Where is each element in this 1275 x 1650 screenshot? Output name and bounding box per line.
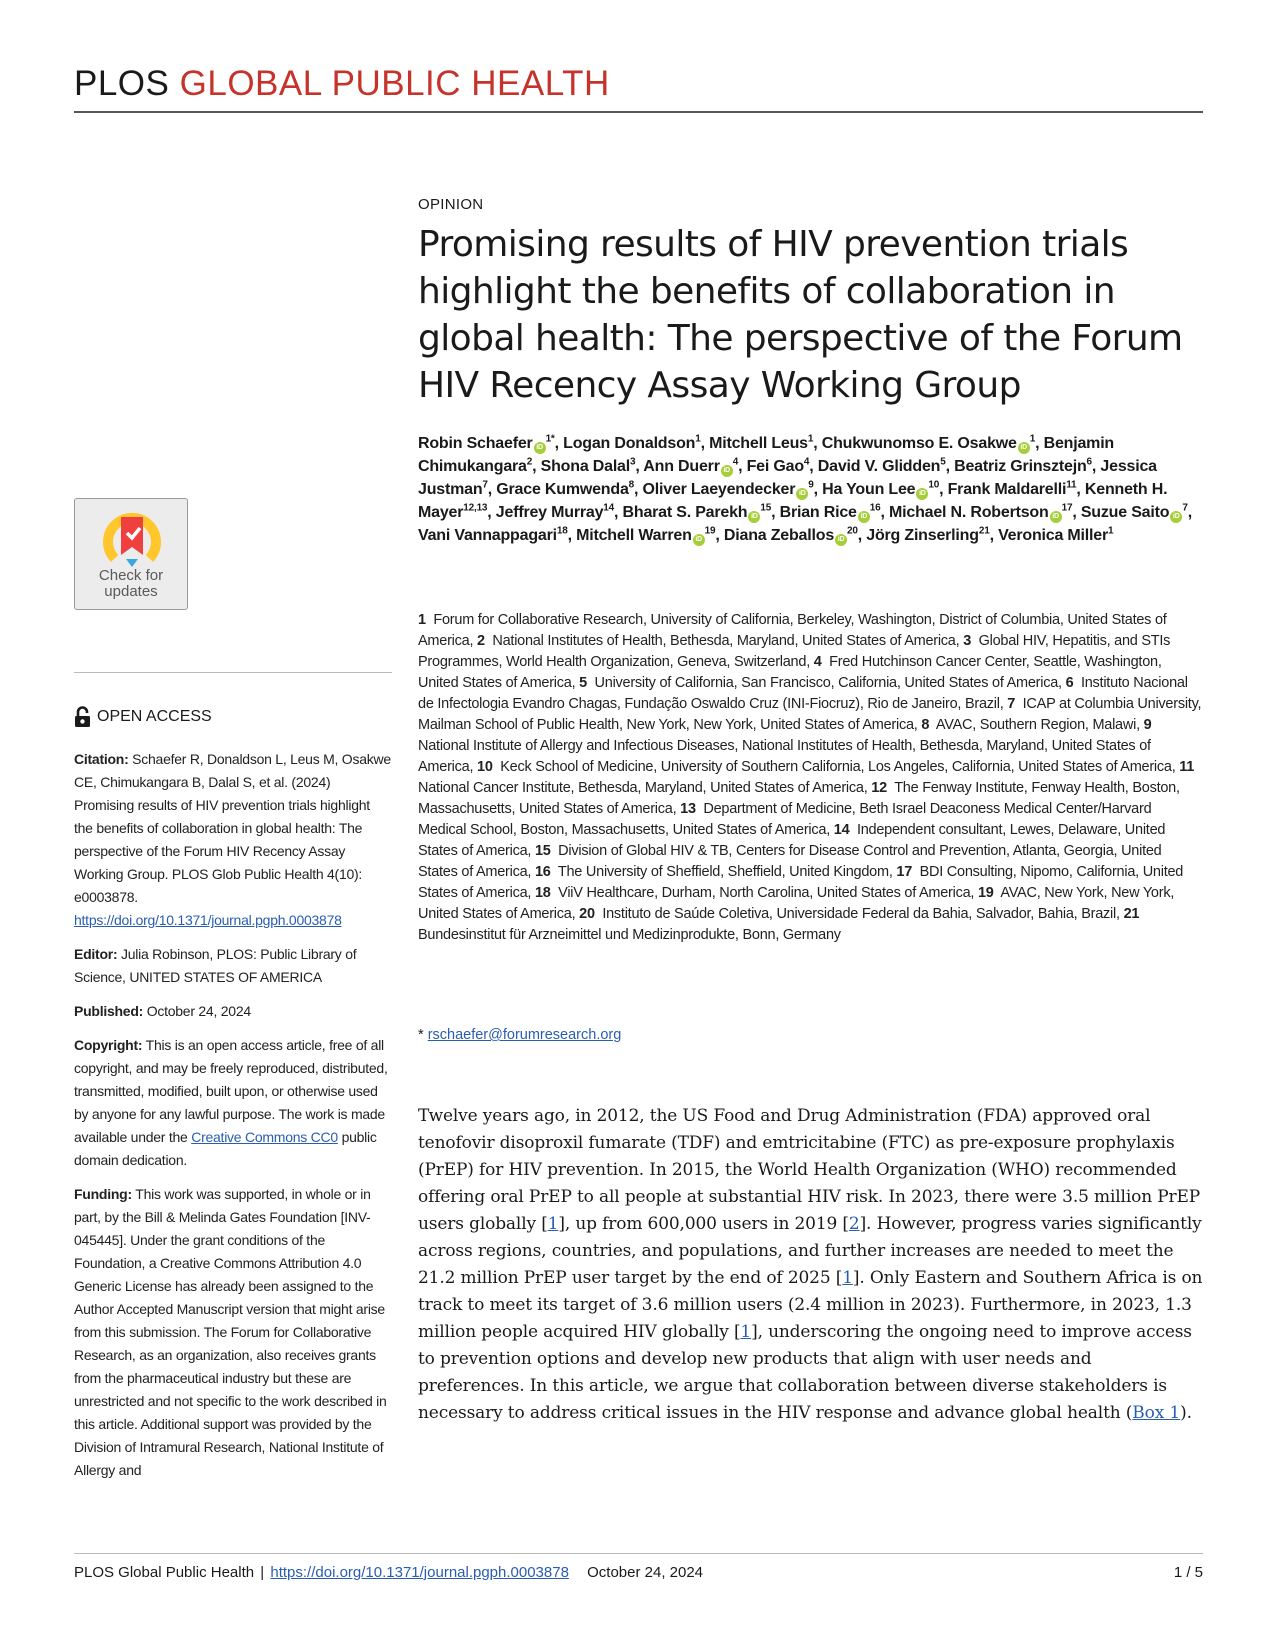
affiliation-number: 14 (833, 822, 850, 838)
author-affiliation-marker: 1 (807, 433, 814, 445)
author-affiliation-marker: 4 (803, 456, 810, 468)
author-affiliation-marker: 14 (603, 502, 615, 514)
orcid-icon[interactable]: iD (534, 442, 546, 454)
author-affiliation-marker: 1 (695, 433, 701, 445)
box-1-link[interactable]: Box 1 (1132, 1403, 1181, 1423)
affiliation-number: 5 (579, 675, 587, 691)
editor-text: Julia Robinson, PLOS: Public Library of Science, UNITED STATES OF AMERICA (74, 946, 357, 985)
author-name: Jeffrey Murray (495, 504, 604, 521)
affiliation-text: Instituto Nacional de Infectologia Evandro Chagas, Fundação Oswaldo Cruz (INI-Fiocruz), Rio de Janeiro, Brazil (418, 675, 1188, 712)
affiliation-number: 8 (921, 717, 930, 733)
author-name: Mitchell Warren (576, 527, 692, 544)
affiliation-number: 7 (1007, 696, 1016, 712)
published-label: Published: (74, 1003, 144, 1019)
author-affiliation-marker: 1 (1029, 433, 1036, 445)
footer-date: October 24, 2024 (587, 1564, 704, 1581)
open-access-label: OPEN ACCESS (97, 708, 212, 725)
author-name: Frank Maldarelli (947, 481, 1067, 498)
author-affiliation-marker: 9 (808, 479, 814, 491)
author-affiliation-marker: 15 (760, 502, 772, 514)
editor-block (74, 943, 392, 989)
affiliation-text: Keck School of Medicine, University of Southern California, Los Angeles, California, United States of America (500, 759, 1172, 775)
author-name: Fei Gao (746, 458, 804, 475)
affiliation-number: 6 (1065, 675, 1074, 691)
affiliation-number: 11 (1179, 759, 1195, 775)
affiliation-number: 16 (534, 864, 551, 880)
author-affiliation-marker: 2 (526, 456, 533, 468)
author-name: Benjamin Chimukangara (418, 435, 1115, 475)
author-name: Brian Rice (779, 504, 857, 521)
copyright-text-end: public domain dedication. (74, 1129, 377, 1168)
orcid-icon[interactable]: iD (1018, 442, 1030, 454)
affiliation-text: Fred Hutchinson Cancer Center, Seattle, Washington, United States of America (418, 654, 1162, 691)
affiliation-number: 2 (477, 633, 485, 649)
article-title: Promising results of HIV prevention trials highlight the benefits of collaboration in global health: The perspective of the Forum HIV Recency Assay Working Group (418, 224, 1183, 406)
affiliation-text: Forum for Collaborative Research, University of California, Berkeley, Washington, District of Columbia, United States of America (418, 612, 1167, 649)
author-affiliation-marker: 7 (1182, 502, 1188, 514)
affiliation-text: Global HIV, Hepatitis, and STIs Programmes, World Health Organization, Geneva, Switzerland (418, 633, 1171, 670)
affiliation-text: The Fenway Institute, Fenway Health, Boston, Massachusetts, United States of America (418, 780, 1180, 817)
affiliation-number: 12 (871, 780, 887, 796)
affiliation-text: AVAC, Southern Region, Malawi (935, 717, 1137, 733)
publisher-name: PLOS (74, 64, 170, 103)
author-name: Robin Schaefer (418, 435, 533, 452)
author-affiliation-marker: 1* (545, 433, 555, 445)
affiliation-text: BDI Consulting, Nipomo, California, United States of America (418, 864, 1184, 901)
affiliation-text: The University of Sheffield, Sheffield, United Kingdom (557, 864, 889, 880)
funding-label: Funding: (74, 1186, 132, 1202)
article-body-paragraph: Twelve years ago, in 2012, the US Food and Drug Administration (FDA) approved oral tenofovir disoproxil fumarate (TDF) and emtricitabine (FTC) as pre-exposure prophylaxis (PrEP) for HIV prevention. In 2015, the World Health Organization (WHO) recommended offering oral PrEP to all people at substantial HIV risk. In 2023, there were 3.5 million PrEP users globally [1], up from 600,000 users in 2019 [2]. However, progress varies significantly across regions, countries, and populations, and further increases are needed to meet the 21.2 million PrEP user target by the end of 2025 [1]. Only Eastern and Southern Africa is on track to meet its target of 3.6 million users (2.4 million in 2023). Furthermore, in 2023, 1.3 million people acquired HIV globally [1], underscoring the ongoing need to improve access to prevention options and develop new products that align with user needs and preferences. In this article, we argue that collaboration between diverse stakeholders is necessary to address critical issues in the HIV response and advance global health (Box 1). (418, 1106, 1203, 1423)
affiliation-text: Instituto de Saúde Coletiva, Universidade Federal da Bahia, Salvador, Bahia, Brazil (602, 906, 1116, 922)
published-date: October 24, 2024 (146, 1003, 251, 1019)
affiliation-text: Independent consultant, Lewes, Delaware, United States of America (418, 822, 1166, 859)
affiliation-number: 19 (977, 885, 994, 901)
orcid-icon[interactable]: iD (796, 488, 808, 500)
reference-link[interactable]: 1 (842, 1268, 853, 1288)
affiliation-number: 21 (1123, 906, 1140, 922)
funding-block (74, 1183, 392, 1482)
affiliation-number: 18 (534, 885, 551, 901)
affiliation-number: 10 (477, 759, 493, 775)
correspondence-marker: * (418, 1027, 424, 1043)
footer-divider (74, 1553, 1203, 1554)
author-affiliation-marker: 10 (928, 479, 940, 491)
corresponding-author (418, 1027, 621, 1043)
author-name: Kenneth H. Mayer (418, 481, 1168, 521)
affiliation-text: University of California, San Francisco, California, United States of America (594, 675, 1059, 691)
orcid-icon[interactable]: iD (693, 534, 705, 546)
citation-label: Citation: (74, 751, 129, 767)
funding-text: This work was supported, in whole or in part, by the Bill & Melinda Gates Foundation [INV-045445]. Under the grant conditions of the Foundation, a Creative Commons Attribution 4.0 Generic License has already been assigned to the Author Accepted Manuscript version that might arise from this submission. The Forum for Collaborative Research, as an organization, also receives grants from the pharmaceutical industry but these are unrestricted and not specific to the work described in this article. Additional support was provided by the Division of Intramural Research, National Institute of Allergy and (74, 1186, 387, 1478)
correspondence-email-link[interactable]: rschaefer@forumresearch.org (427, 1027, 622, 1043)
crossmark-icon (102, 507, 162, 569)
affiliation-number: 17 (896, 864, 913, 880)
author-name: Beatriz Grinsztejn (954, 458, 1087, 475)
affiliation-number: 4 (813, 654, 822, 670)
check-for-updates-button[interactable] (74, 498, 188, 610)
affiliation-number: 13 (680, 801, 696, 817)
author-affiliation-marker: 11 (1066, 479, 1077, 491)
affiliation-text: ICAP at Columbia University, Mailman School of Public Health, New York, New York, United States of America (418, 696, 1202, 733)
orcid-icon[interactable]: iD (835, 534, 847, 546)
affiliation-text: National Institute of Allergy and Infectious Diseases, National Institutes of Health, Bethesda, Maryland, United States of America (418, 738, 1151, 775)
header-divider (74, 111, 1203, 113)
author-name: Michael N. Robertson (889, 504, 1049, 521)
citation-text: Schaefer R, Donaldson L, Leus M, Osakwe CE, Chimukangara B, Dalal S, et al. (2024) Promising results of HIV prevention trials highlight the benefits of collaboration in global health: The perspective of the Forum HIV Recency Assay Working Group. PLOS Glob Public Health 4(10): e0003878. (74, 751, 391, 905)
author-name: Jörg Zinserling (866, 527, 979, 544)
affiliation-text: Department of Medicine, Beth Israel Deaconess Medical Center/Harvard Medical School, Boston, Massachusetts, United States of America (418, 801, 1152, 838)
author-name: Suzue Saito (1080, 504, 1170, 521)
author-name: Mitchell Leus (709, 435, 808, 452)
author-affiliation-marker: 21 (978, 525, 990, 537)
affiliation-number: 9 (1143, 717, 1152, 733)
affiliation-number: 3 (963, 633, 972, 649)
affiliation-list: 1 Forum for Collaborative Research, University of California, Berkeley, Washington, District of Columbia, United States of America, 2 National Institutes of Health, Bethesda, Maryland, United States of America, 3 Global HIV, Hepatitis, and STIs Programmes, World Health Organization, Geneva, Switzerland, 4 Fred Hutchinson Cancer Center, Seattle, Washington, United States of America, 5 University of California, San Francisco, California, United States of America, 6 Instituto Nacional de Infectologia Evandro Chagas, Fundação Oswaldo Cruz (INI-Fiocruz), Rio de Janeiro, Brazil, 7 ICAP at Columbia University, Mailman School of Public Health, New York, New York, United States of America, 8 AVAC, Southern Region, Malawi, 9 National Institute of Allergy and Infectious Diseases, National Institutes of Health, Bethesda, Maryland, United States of America, 10 Keck School of Medicine, University of Southern California, Los Angeles, California, United States of America, 11 National Cancer Institute, Bethesda, Maryland, United States of America, 12 The Fenway Institute, Fenway Health, Boston, Massachusetts, United States of America, 13 Department of Medicine, Beth Israel Deaconess Medical Center/Harvard Medical School, Boston, Massachusetts, United States of America, 14 Independent consultant, Lewes, Delaware, United States of America, 15 Division of Global HIV & TB, Centers for Disease Control and Prevention, Atlanta, Georgia, United States of America, 16 The University of Sheffield, Sheffield, United Kingdom, 17 BDI Consulting, Nipomo, California, United States of America, 18 ViiV Healthcare, Durham, North Carolina, United States of America, 19 AVAC, New York, New York, United States of America, 20 Instituto de Saúde Coletiva, Universidade Federal da Bahia, Salvador, Bahia, Brazil, 21 Bundesinstitut für Arzneimittel und Medizinprodukte, Bonn, Germany (418, 612, 1202, 943)
article-info-sidebar (74, 748, 392, 1493)
author-affiliation-marker: 4 (732, 456, 739, 468)
published-block (74, 1000, 392, 1023)
author-affiliation-marker: 19 (704, 525, 716, 537)
creative-commons-link[interactable]: Creative Commons CC0 (191, 1129, 338, 1145)
author-name: Ha Youn Lee (822, 481, 916, 498)
author-name: Chukwunomso E. Osakwe (821, 435, 1017, 452)
author-affiliation-marker: 3 (630, 456, 636, 468)
author-name: Ann Duerr (643, 458, 720, 475)
affiliation-text: National Cancer Institute, Bethesda, Maryland, United States of America (418, 780, 864, 796)
author-affiliation-marker: 5 (940, 456, 946, 468)
orcid-icon[interactable]: iD (1050, 511, 1062, 523)
editor-label: Editor: (74, 946, 118, 962)
author-affiliation-marker: 1 (1108, 525, 1114, 537)
author-name: Bharat S. Parekh (622, 504, 748, 521)
author-name: Veronica Miller (998, 527, 1109, 544)
page-number: 1 / 5 (1173, 1564, 1203, 1581)
journal-brand (74, 64, 610, 104)
copyright-label: Copyright: (74, 1037, 143, 1053)
citation-doi-link[interactable]: https://doi.org/10.1371/journal.pgph.0003878 (74, 912, 342, 928)
page-footer (74, 1564, 703, 1581)
footer-doi-link[interactable]: https://doi.org/10.1371/journal.pgph.0003878 (270, 1564, 569, 1581)
author-affiliation-marker: 20 (847, 525, 858, 537)
affiliation-text: National Institutes of Health, Bethesda, Maryland, United States of America (492, 633, 956, 649)
orcid-icon[interactable]: iD (1170, 511, 1182, 523)
author-list: Robin Schaefer $iD^{1*}$, Logan Donaldson$^1$, Mitchell Leus$^1$, Chukwunomso E. Osakwe $iD^1$, Benjamin Chimukangara$^2$, Shona Dalal$^3$, Ann Duerr $iD^4$, Fei Gao$^4$, David V. Glidden$^5$, Beatriz Grinsztejn$^6$, Jessica Justman$^7$, Grace Kumwenda$^8$, Oliver Laeyendecker $iD^9$, Ha Youn Lee $iD^{10}$, Frank Maldarelli$^{11}$, Kenneth H. Mayer$^{12,13}$, Jeffrey Murray$^{14}$, Bharat S. Parekh $iD^{15}$, Brian Rice $iD^{16}$, Michael N. Robertson $iD^{17}$, Suzue Saito $iD^7$, Vani Vannappagari$^{18}$, Mitchell Warren $iD^{19}$, Diana Zeballos $iD^{20}$, Jörg Zinserling$^{21}$, Veronica Miller$^1$ (418, 433, 1192, 544)
author-affiliation-marker: 7 (482, 479, 488, 491)
affiliation-text: Division of Global HIV & TB, Centers for Disease Control and Prevention, Atlanta, Georgia, United States of America (418, 843, 1162, 880)
reference-link[interactable]: 2 (848, 1214, 860, 1234)
copyright-text: This is an open access article, free of all copyright, and may be freely reproduced, distributed, transmitted, modified, built upon, or otherwise used by anyone for any lawful purpose. The work is made available under the (74, 1037, 388, 1145)
author-affiliation-marker: 6 (1086, 456, 1092, 468)
affiliation-number: 1 (418, 612, 426, 628)
orcid-icon[interactable]: iD (748, 511, 760, 523)
author-name: Diana Zeballos (723, 527, 835, 544)
reference-link[interactable]: 1 (740, 1322, 752, 1342)
affiliation-text: AVAC, New York, New York, United States of America (418, 885, 1175, 922)
copyright-block (74, 1034, 392, 1172)
open-access-banner (74, 706, 212, 728)
article-type-label: OPINION (418, 196, 484, 213)
author-name: David V. Glidden (817, 458, 941, 475)
author-name: Oliver Laeyendecker (642, 481, 796, 498)
open-lock-icon (74, 706, 91, 728)
footer-separator: | (260, 1564, 265, 1581)
author-affiliation-marker: 12,13 (463, 502, 488, 514)
orcid-icon[interactable]: iD (858, 511, 870, 523)
author-affiliation-marker: 17 (1061, 502, 1073, 514)
author-name: Grace Kumwenda (496, 481, 629, 498)
author-affiliation-marker: 16 (869, 502, 881, 514)
orcid-icon[interactable]: iD (916, 488, 928, 500)
affiliation-text: ViiV Healthcare, Durham, North Carolina, United States of America (558, 885, 971, 901)
author-name: Logan Donaldson (563, 435, 696, 452)
affiliation-text: Bundesinstitut für Arzneimittel und Medizinprodukte, Bonn, Germany (418, 927, 841, 943)
author-name: Jessica Justman (418, 458, 1157, 498)
affiliation-number: 20 (579, 906, 595, 922)
citation-block (74, 748, 392, 932)
check-for-updates-label: Check for updates (98, 567, 164, 600)
affiliation-number: 15 (534, 843, 551, 859)
author-affiliation-marker: 8 (628, 479, 635, 491)
author-name: Vani Vannappagari (418, 527, 557, 544)
footer-journal: PLOS Global Public Health (74, 1564, 255, 1581)
author-affiliation-marker: 18 (556, 525, 568, 537)
reference-link[interactable]: 1 (547, 1214, 559, 1234)
sidebar-divider (74, 672, 392, 673)
journal-name: GLOBAL PUBLIC HEALTH (179, 64, 610, 103)
author-name: Shona Dalal (540, 458, 631, 475)
orcid-icon[interactable]: iD (721, 465, 733, 477)
